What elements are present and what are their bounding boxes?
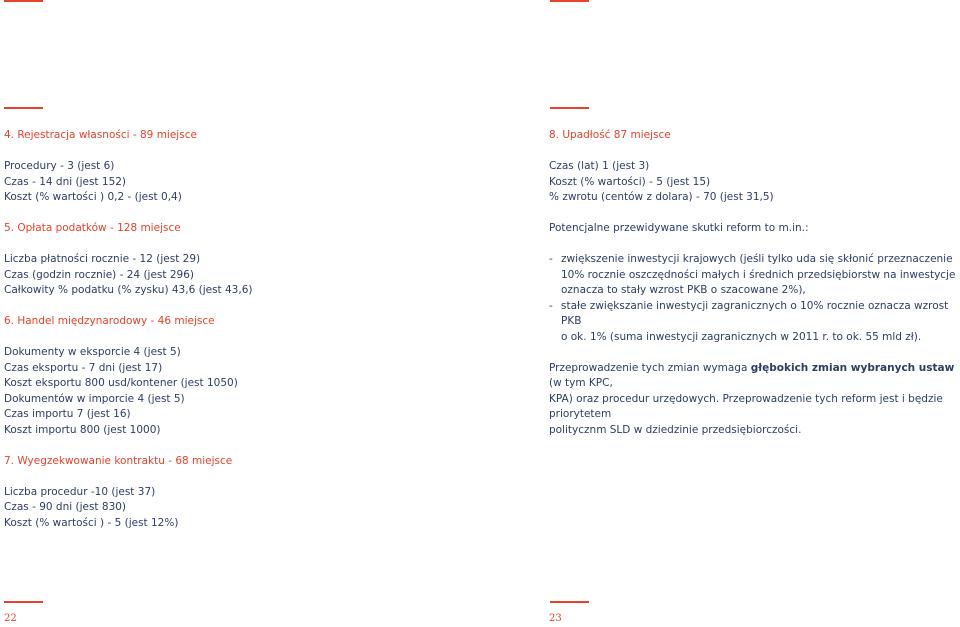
s5-line: Liczba płatności rocznie - 12 (jest 29) <box>4 253 201 265</box>
s8-line: Czas (lat) 1 (jest 3) <box>549 160 650 172</box>
section-6-title: 6. Handel międzynarodowy - 46 miejsce <box>4 315 215 327</box>
s6-line: Czas importu 7 (jest 16) <box>4 408 131 420</box>
bullet-line: o ok. 1% (suma inwestycji zagranicznych w 2011 r. to ok. 55 mld zł). <box>561 330 922 343</box>
summary-line: KPA) oraz procedur urzędowych. Przeprowadzenie tych reform jest i będzie priorytetem <box>549 392 943 420</box>
section-8-title: 8. Upadłość 87 miejsce <box>549 129 671 141</box>
s8-line: Koszt (% wartości) - 5 (jest 15) <box>549 175 711 188</box>
bullet-line: zwiększenie inwestycji krajowych (jeśli tylko uda się skłonić przeznaczenie <box>561 253 953 265</box>
s6-line: Dokumentów w imporcie 4 (jest 5) <box>4 392 185 405</box>
rule-footer-left <box>4 601 43 603</box>
s7-line: Koszt (% wartości ) - 5 (jest 12%) <box>4 516 179 529</box>
s6-line: Koszt importu 800 (jest 1000) <box>4 423 161 436</box>
summary-line <box>549 361 959 392</box>
dash-marker: - <box>549 299 553 312</box>
rule-section-right <box>550 107 589 109</box>
bullet-line: oznacza to stały wzrost PKB o szacowane 2%), <box>561 284 806 296</box>
s8-line: % zwrotu (centów z dolara) - 70 (jest 31,5) <box>549 191 774 203</box>
effects-title: Potencjalne przewidywane skutki reform to m.in.: <box>549 222 809 234</box>
s5-line: Czas (godzin rocznie) - 24 (jest 296) <box>4 268 194 281</box>
s6-line: Czas eksportu - 7 dni (jest 17) <box>4 361 163 374</box>
rule-footer-right <box>550 601 589 603</box>
s6-line: Koszt eksportu 800 usd/kontener (jest 1050) <box>4 377 238 389</box>
s7-line: Liczba procedur -10 (jest 37) <box>4 485 156 498</box>
right-column <box>549 128 959 438</box>
s5-line: Całkowity % podatku (% zysku) 43,6 (jest 43,6) <box>4 284 253 296</box>
summary-line: politycznm SLD w dziedzinie przedsiębiorczości. <box>549 423 802 436</box>
rule-top-right <box>550 0 589 2</box>
summary-pre: Przeprowadzenie tych zmian wymaga <box>549 361 751 374</box>
bullet-line: stałe zwiększanie inwestycji zagranicznych o 10% rocznie oznacza wzrost PKB <box>561 299 949 327</box>
rule-section-left <box>4 107 43 109</box>
bullet-item <box>549 252 959 299</box>
section-5-title: 5. Opłata podatków - 128 miejsce <box>4 222 181 234</box>
section-7-title: 7. Wyegzekwowanie kontraktu - 68 miejsce <box>4 454 233 467</box>
left-column <box>4 128 524 531</box>
bullet-item <box>549 299 959 346</box>
section-4-title: 4. Rejestracja własności - 89 miejsce <box>4 129 197 141</box>
page-number-right: 23 <box>549 613 562 624</box>
s4-line: Procedury - 3 (jest 6) <box>4 160 115 172</box>
s6-line: Dokumenty w eksporcie 4 (jest 5) <box>4 346 181 358</box>
summary-post: (w tym KPC, <box>549 377 613 389</box>
s4-line: Koszt (% wartości ) 0,2 - (jest 0,4) <box>4 191 182 203</box>
summary-bold: głębokich zmian wybranych ustaw <box>750 361 955 374</box>
page-number-left: 22 <box>4 613 17 624</box>
s7-line: Czas - 90 dni (jest 830) <box>4 501 127 513</box>
rule-top-left <box>4 0 43 2</box>
s4-line: Czas - 14 dni (jest 152) <box>4 175 127 188</box>
dash-marker: - <box>549 253 553 265</box>
bullet-line: 10% rocznie oszczędności małych i średnich przedsiębiorstw na inwestycje <box>561 268 956 281</box>
